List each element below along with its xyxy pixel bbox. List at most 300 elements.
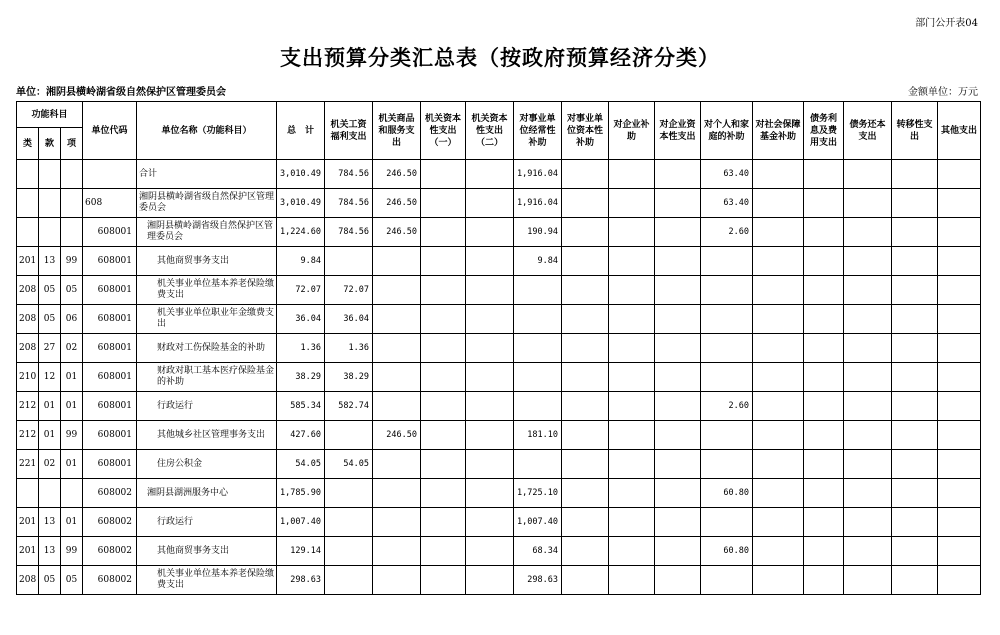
cell-total: 1,007.40 <box>277 508 325 537</box>
table-row <box>17 566 981 595</box>
cell-c3 <box>421 508 466 537</box>
cell-c3 <box>421 537 466 566</box>
cell-c13 <box>892 276 938 305</box>
cell-c6 <box>562 479 609 508</box>
cell-c9 <box>701 450 753 479</box>
header-c11: 债务利息及费用支出 <box>804 102 844 160</box>
cell-kuan: 01 <box>39 421 61 450</box>
cell-c2: 246.50 <box>373 218 421 247</box>
cell-c1: 784.56 <box>325 218 373 247</box>
header-kuan: 款 <box>39 128 61 160</box>
table-row <box>17 537 981 566</box>
cell-c2: 246.50 <box>373 189 421 218</box>
cell-total: 585.34 <box>277 392 325 421</box>
cell-c2 <box>373 450 421 479</box>
header-unit-code: 单位代码 <box>83 102 137 160</box>
cell-c6 <box>562 508 609 537</box>
cell-c10 <box>753 247 804 276</box>
budget-table <box>16 101 981 595</box>
table-row <box>17 247 981 276</box>
cell-kuan: 27 <box>39 334 61 363</box>
cell-c9 <box>701 276 753 305</box>
cell-c6 <box>562 305 609 334</box>
cell-c1: 582.74 <box>325 392 373 421</box>
cell-c2 <box>373 392 421 421</box>
cell-c9: 63.40 <box>701 160 753 189</box>
cell-c8 <box>655 450 701 479</box>
cell-c9 <box>701 421 753 450</box>
cell-c5: 1,725.10 <box>514 479 562 508</box>
table-row <box>17 450 981 479</box>
cell-c11 <box>804 479 844 508</box>
cell-c6 <box>562 392 609 421</box>
cell-c3 <box>421 189 466 218</box>
cell-c5: 1,916.04 <box>514 189 562 218</box>
header-unit-name: 单位名称（功能科目） <box>137 102 277 160</box>
cell-c6 <box>562 189 609 218</box>
cell-c10 <box>753 450 804 479</box>
cell-c3 <box>421 363 466 392</box>
unit-label: 单位：湘阴县横岭湖省级自然保护区管理委员会 <box>16 87 226 98</box>
cell-c7 <box>609 392 655 421</box>
unit-line <box>16 83 978 97</box>
cell-unit-name: 合计 <box>137 160 277 189</box>
cell-c13 <box>892 189 938 218</box>
cell-kuan: 01 <box>39 392 61 421</box>
cell-c11 <box>804 218 844 247</box>
cell-total: 36.04 <box>277 305 325 334</box>
cell-c1: 1.36 <box>325 334 373 363</box>
cell-c9: 60.80 <box>701 537 753 566</box>
cell-unit-name: 湘阴县湖洲服务中心 <box>137 479 277 508</box>
cell-c10 <box>753 508 804 537</box>
header-c3: 机关资本性支出（一） <box>421 102 466 160</box>
cell-xiang <box>61 218 83 247</box>
cell-lei: 212 <box>17 392 39 421</box>
cell-c6 <box>562 334 609 363</box>
cell-c2 <box>373 479 421 508</box>
cell-unit-name: 行政运行 <box>137 508 277 537</box>
cell-c5 <box>514 392 562 421</box>
cell-c6 <box>562 247 609 276</box>
cell-total: 72.07 <box>277 276 325 305</box>
cell-c4 <box>466 189 514 218</box>
cell-kuan: 12 <box>39 363 61 392</box>
cell-c8 <box>655 334 701 363</box>
cell-xiang: 06 <box>61 305 83 334</box>
cell-c6 <box>562 276 609 305</box>
header-c1: 机关工资福利支出 <box>325 102 373 160</box>
cell-c12 <box>844 189 892 218</box>
cell-c5 <box>514 450 562 479</box>
cell-unit-code: 608001 <box>83 305 137 334</box>
cell-c9: 63.40 <box>701 189 753 218</box>
cell-lei: 208 <box>17 276 39 305</box>
cell-c11 <box>804 334 844 363</box>
cell-total: 3,010.49 <box>277 160 325 189</box>
cell-unit-name: 湘阴县横岭湖省级自然保护区管理委员会 <box>137 218 277 247</box>
cell-unit-code: 608002 <box>83 566 137 595</box>
table-row <box>17 218 981 247</box>
cell-c10 <box>753 334 804 363</box>
cell-total: 1.36 <box>277 334 325 363</box>
cell-c1 <box>325 247 373 276</box>
cell-c8 <box>655 305 701 334</box>
cell-xiang: 01 <box>61 450 83 479</box>
cell-c5: 190.94 <box>514 218 562 247</box>
cell-c1 <box>325 421 373 450</box>
cell-unit-name: 机关事业单位职业年金缴费支出 <box>137 305 277 334</box>
cell-lei <box>17 479 39 508</box>
cell-c13 <box>892 450 938 479</box>
cell-c8 <box>655 363 701 392</box>
cell-unit-code: 608001 <box>83 421 137 450</box>
cell-kuan: 05 <box>39 305 61 334</box>
cell-c11 <box>804 421 844 450</box>
cell-c11 <box>804 276 844 305</box>
cell-lei: 221 <box>17 450 39 479</box>
cell-c13 <box>892 363 938 392</box>
cell-xiang <box>61 160 83 189</box>
cell-c11 <box>804 160 844 189</box>
header-c4: 机关资本性支出（二） <box>466 102 514 160</box>
cell-c10 <box>753 392 804 421</box>
cell-unit-name: 机关事业单位基本养老保险缴费支出 <box>137 566 277 595</box>
cell-unit-code: 608001 <box>83 276 137 305</box>
cell-unit-name: 其他商贸事务支出 <box>137 247 277 276</box>
cell-c13 <box>892 479 938 508</box>
cell-c9 <box>701 247 753 276</box>
cell-c1 <box>325 508 373 537</box>
cell-unit-name: 财政对工伤保险基金的补助 <box>137 334 277 363</box>
cell-c2 <box>373 247 421 276</box>
cell-c9: 60.80 <box>701 479 753 508</box>
cell-c1: 784.56 <box>325 160 373 189</box>
cell-c7 <box>609 305 655 334</box>
cell-c14 <box>938 189 981 218</box>
cell-unit-code: 608001 <box>83 334 137 363</box>
cell-c2 <box>373 363 421 392</box>
cell-unit-code: 608001 <box>83 218 137 247</box>
cell-c9 <box>701 566 753 595</box>
cell-kuan: 05 <box>39 566 61 595</box>
cell-c14 <box>938 450 981 479</box>
cell-c3 <box>421 160 466 189</box>
cell-c9 <box>701 508 753 537</box>
table-row <box>17 508 981 537</box>
cell-unit-name: 行政运行 <box>137 392 277 421</box>
table-row <box>17 334 981 363</box>
cell-c12 <box>844 479 892 508</box>
cell-c6 <box>562 421 609 450</box>
cell-c1: 784.56 <box>325 189 373 218</box>
cell-c11 <box>804 189 844 218</box>
cell-c9: 2.60 <box>701 218 753 247</box>
header-c9: 对个人和家庭的补助 <box>701 102 753 160</box>
cell-c2 <box>373 537 421 566</box>
cell-c12 <box>844 276 892 305</box>
header-c6: 对事业单位资本性补助 <box>562 102 609 160</box>
cell-c12 <box>844 537 892 566</box>
cell-c8 <box>655 566 701 595</box>
cell-c4 <box>466 392 514 421</box>
cell-c5: 1,916.04 <box>514 160 562 189</box>
cell-xiang <box>61 479 83 508</box>
cell-c5: 1,007.40 <box>514 508 562 537</box>
cell-c9 <box>701 363 753 392</box>
cell-c13 <box>892 566 938 595</box>
cell-c6 <box>562 218 609 247</box>
cell-c13 <box>892 392 938 421</box>
cell-c10 <box>753 218 804 247</box>
cell-c3 <box>421 218 466 247</box>
cell-c8 <box>655 160 701 189</box>
table-row <box>17 160 981 189</box>
cell-c11 <box>804 450 844 479</box>
cell-xiang: 99 <box>61 247 83 276</box>
cell-c12 <box>844 218 892 247</box>
cell-xiang: 99 <box>61 537 83 566</box>
cell-c12 <box>844 305 892 334</box>
cell-c7 <box>609 247 655 276</box>
cell-unit-code <box>83 160 137 189</box>
header-c13: 转移性支出 <box>892 102 938 160</box>
cell-c12 <box>844 363 892 392</box>
cell-unit-name: 其他城乡社区管理事务支出 <box>137 421 277 450</box>
table-row <box>17 421 981 450</box>
cell-lei <box>17 189 39 218</box>
cell-xiang: 99 <box>61 421 83 450</box>
cell-c9 <box>701 305 753 334</box>
cell-c14 <box>938 479 981 508</box>
cell-xiang: 05 <box>61 276 83 305</box>
cell-c6 <box>562 450 609 479</box>
page-title: 支出预算分类汇总表（按政府预算经济分类） <box>280 45 720 70</box>
header-func-subject: 功能科目 <box>17 102 83 128</box>
cell-c12 <box>844 392 892 421</box>
cell-c10 <box>753 566 804 595</box>
cell-c11 <box>804 508 844 537</box>
cell-unit-name: 机关事业单位基本养老保险缴费支出 <box>137 276 277 305</box>
cell-total: 298.63 <box>277 566 325 595</box>
cell-c8 <box>655 508 701 537</box>
cell-c10 <box>753 479 804 508</box>
cell-c14 <box>938 566 981 595</box>
cell-total: 38.29 <box>277 363 325 392</box>
cell-c5 <box>514 334 562 363</box>
cell-c2 <box>373 566 421 595</box>
cell-kuan <box>39 189 61 218</box>
cell-c7 <box>609 334 655 363</box>
cell-c12 <box>844 160 892 189</box>
cell-c8 <box>655 189 701 218</box>
cell-kuan: 13 <box>39 537 61 566</box>
cell-lei: 212 <box>17 421 39 450</box>
cell-c7 <box>609 479 655 508</box>
cell-total: 3,010.49 <box>277 189 325 218</box>
cell-c2 <box>373 334 421 363</box>
cell-c13 <box>892 334 938 363</box>
cell-c14 <box>938 218 981 247</box>
cell-c7 <box>609 537 655 566</box>
header-xiang: 项 <box>61 128 83 160</box>
cell-c7 <box>609 189 655 218</box>
cell-c7 <box>609 160 655 189</box>
cell-c8 <box>655 247 701 276</box>
cell-xiang: 01 <box>61 508 83 537</box>
cell-unit-code: 608002 <box>83 508 137 537</box>
cell-c1: 36.04 <box>325 305 373 334</box>
cell-c6 <box>562 160 609 189</box>
cell-c8 <box>655 276 701 305</box>
cell-c2 <box>373 508 421 537</box>
cell-c12 <box>844 334 892 363</box>
cell-c10 <box>753 276 804 305</box>
cell-c14 <box>938 276 981 305</box>
cell-c11 <box>804 363 844 392</box>
cell-c14 <box>938 334 981 363</box>
cell-c2: 246.50 <box>373 160 421 189</box>
cell-c14 <box>938 363 981 392</box>
cell-c3 <box>421 421 466 450</box>
cell-c11 <box>804 392 844 421</box>
table-row <box>17 479 981 508</box>
cell-c6 <box>562 363 609 392</box>
cell-xiang: 01 <box>61 392 83 421</box>
cell-lei: 201 <box>17 247 39 276</box>
cell-c4 <box>466 247 514 276</box>
cell-c5 <box>514 363 562 392</box>
header-total: 总 计 <box>277 102 325 160</box>
cell-c10 <box>753 160 804 189</box>
cell-c14 <box>938 421 981 450</box>
cell-c1 <box>325 537 373 566</box>
cell-c5: 181.10 <box>514 421 562 450</box>
cell-c6 <box>562 537 609 566</box>
cell-c8 <box>655 218 701 247</box>
cell-c4 <box>466 276 514 305</box>
cell-c3 <box>421 305 466 334</box>
cell-c8 <box>655 392 701 421</box>
cell-c10 <box>753 305 804 334</box>
header-c2: 机关商品和服务支出 <box>373 102 421 160</box>
cell-c7 <box>609 450 655 479</box>
cell-c1: 54.05 <box>325 450 373 479</box>
header-c7: 对企业补助 <box>609 102 655 160</box>
cell-c6 <box>562 566 609 595</box>
cell-c9 <box>701 334 753 363</box>
cell-kuan: 13 <box>39 247 61 276</box>
cell-lei: 208 <box>17 566 39 595</box>
cell-c12 <box>844 508 892 537</box>
header-c5: 对事业单位经常性补助 <box>514 102 562 160</box>
cell-c4 <box>466 537 514 566</box>
cell-c11 <box>804 247 844 276</box>
cell-lei: 210 <box>17 363 39 392</box>
cell-c4 <box>466 479 514 508</box>
cell-lei <box>17 218 39 247</box>
header-c8: 对企业资本性支出 <box>655 102 701 160</box>
cell-kuan <box>39 218 61 247</box>
cell-kuan: 05 <box>39 276 61 305</box>
cell-c7 <box>609 421 655 450</box>
cell-c13 <box>892 508 938 537</box>
cell-c5: 298.63 <box>514 566 562 595</box>
cell-c12 <box>844 450 892 479</box>
table-header <box>17 102 981 160</box>
cell-c12 <box>844 566 892 595</box>
cell-c3 <box>421 247 466 276</box>
cell-c10 <box>753 189 804 218</box>
cell-c13 <box>892 537 938 566</box>
cell-c3 <box>421 334 466 363</box>
cell-c4 <box>466 450 514 479</box>
cell-c9: 2.60 <box>701 392 753 421</box>
cell-unit-code: 608002 <box>83 479 137 508</box>
cell-c7 <box>609 276 655 305</box>
cell-c7 <box>609 363 655 392</box>
cell-unit-name: 其他商贸事务支出 <box>137 537 277 566</box>
cell-c5: 68.34 <box>514 537 562 566</box>
cell-c13 <box>892 218 938 247</box>
amount-unit: 金额单位：万元 <box>908 87 978 98</box>
cell-c5: 9.84 <box>514 247 562 276</box>
cell-lei: 208 <box>17 305 39 334</box>
cell-kuan: 13 <box>39 508 61 537</box>
cell-c10 <box>753 363 804 392</box>
cell-c7 <box>609 218 655 247</box>
cell-total: 54.05 <box>277 450 325 479</box>
cell-c4 <box>466 160 514 189</box>
cell-lei <box>17 160 39 189</box>
cell-unit-code: 608001 <box>83 247 137 276</box>
cell-c8 <box>655 421 701 450</box>
cell-c13 <box>892 247 938 276</box>
cell-c14 <box>938 305 981 334</box>
table-row <box>17 363 981 392</box>
cell-c1: 38.29 <box>325 363 373 392</box>
cell-unit-code: 608002 <box>83 537 137 566</box>
cell-c8 <box>655 537 701 566</box>
cell-unit-code: 608001 <box>83 392 137 421</box>
cell-unit-name: 湘阴县横岭湖省级自然保护区管理委员会 <box>137 189 277 218</box>
header-c10: 对社会保障基金补助 <box>753 102 804 160</box>
table-body <box>17 160 981 595</box>
cell-xiang: 05 <box>61 566 83 595</box>
cell-lei: 201 <box>17 508 39 537</box>
cell-c4 <box>466 218 514 247</box>
cell-total: 1,224.60 <box>277 218 325 247</box>
cell-c11 <box>804 537 844 566</box>
cell-c11 <box>804 305 844 334</box>
cell-c2: 246.50 <box>373 421 421 450</box>
header-c12: 债务还本支出 <box>844 102 892 160</box>
cell-c11 <box>804 566 844 595</box>
table-row <box>17 392 981 421</box>
form-number: 部门公开表04 <box>915 18 978 29</box>
cell-c4 <box>466 421 514 450</box>
cell-unit-name: 财政对职工基本医疗保险基金的补助 <box>137 363 277 392</box>
cell-unit-code: 608001 <box>83 450 137 479</box>
cell-c3 <box>421 566 466 595</box>
cell-c13 <box>892 421 938 450</box>
header-lei: 类 <box>17 128 39 160</box>
cell-unit-code: 608001 <box>83 363 137 392</box>
cell-c4 <box>466 566 514 595</box>
cell-c14 <box>938 247 981 276</box>
cell-c13 <box>892 305 938 334</box>
cell-c2 <box>373 305 421 334</box>
